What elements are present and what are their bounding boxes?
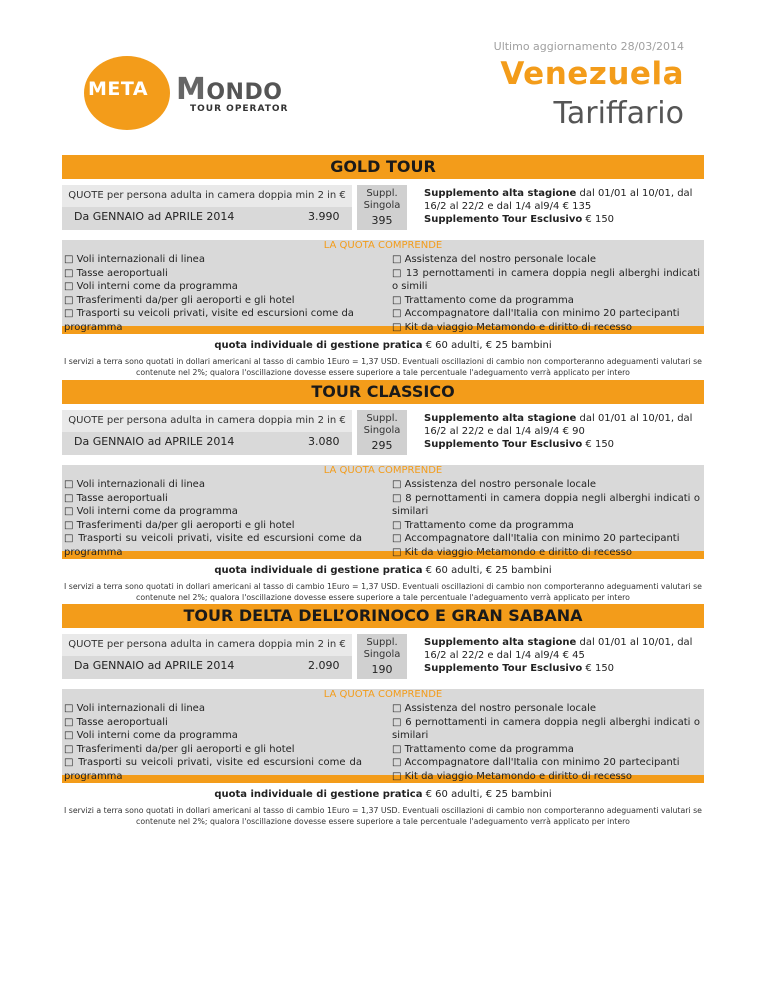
exchange-note: I servizi a terra sono quotati in dollari americani al tasso di cambio 1Euro = 1,37 USD. Eventuali oscillazioni di cambio non comporteranno adeguamenti valutari se contenute nel 2%; qualora l'oscillazione dovesse essere superiore a tale percentuale l'adeguamento verrà applicato per intero	[64, 806, 702, 826]
last-update: Ultimo aggiornamento 28/03/2014	[493, 40, 684, 53]
exchange-note: I servizi a terra sono quotati in dollari americani al tasso di cambio 1Euro = 1,37 USD. Eventuali oscillazioni di cambio non comporteranno adeguamenti valutari se contenute nel 2%; qualora l'oscillazione dovesse essere superiore a tale percentuale l'adeguamento verrà applicato per intero	[64, 357, 702, 377]
quote-price: 3.990	[308, 210, 340, 223]
list-item: □ Tasse aeroportuali	[64, 267, 168, 279]
list-item: □ Trasferimenti da/per gli aeroporti e gli hotel	[64, 743, 295, 755]
includes-left	[64, 478, 362, 559]
high-season-label: Supplemento alta stagione	[424, 413, 577, 424]
quote-price: 3.080	[308, 435, 340, 448]
quote-header: QUOTE per persona adulta in camera doppia min 2 in €	[62, 634, 352, 656]
tour-title: TOUR CLASSICO	[62, 380, 704, 404]
exclusive-tour-text: € 150	[582, 439, 615, 450]
single-supplement-label: Suppl. Singola	[363, 413, 401, 436]
page-subtitle: Tariffario	[553, 96, 684, 131]
list-item: □ Trattamento come da programma	[392, 519, 574, 531]
includes-left	[64, 702, 362, 783]
quote-row	[62, 634, 704, 689]
quote-header: QUOTE per persona adulta in camera doppia min 2 in €	[62, 185, 352, 207]
list-item: □ Voli interni come da programma	[64, 506, 238, 517]
quote-row	[62, 410, 704, 465]
list-item: □ Assistenza del nostro personale locale	[392, 703, 597, 714]
list-item: □ Voli internazionali di linea	[64, 703, 205, 714]
exclusive-tour-label: Supplemento Tour Esclusivo	[424, 214, 583, 225]
logo-mondo-text: MONDO	[176, 72, 283, 107]
single-supplement-value: 395	[371, 214, 393, 227]
list-item: □ 8 pernottamenti in camera doppia negli alberghi indicati o similari	[392, 492, 700, 517]
quote-box	[62, 410, 352, 455]
includes-title: LA QUOTA COMPRENDE	[323, 465, 443, 476]
list-item: □ Kit da viaggio Metamondo e diritto di recesso	[392, 546, 633, 558]
single-supplement	[357, 634, 407, 679]
list-item: □ 6 pernottamenti in camera doppia negli alberghi indicati o similari	[392, 716, 700, 741]
list-item: □ Tasse aeroportuali	[64, 492, 168, 504]
list-item: □ Trasporti su veicoli privati, visite ed escursioni come da programma	[64, 308, 354, 333]
quote-box	[62, 185, 352, 230]
tour-section-gold	[62, 155, 704, 378]
supplement-info	[424, 636, 704, 675]
includes-block	[62, 689, 704, 782]
high-season-text: dal 01/01 al 10/01, dal 16/2 al 22/2 e dal 1/4 al9/4 € 90	[424, 413, 693, 437]
management-fee: quota individuale di gestione pratica € 60 adulti, € 25 bambini	[214, 565, 552, 576]
list-item: □ Tasse aeroportuali	[64, 716, 168, 728]
exclusive-tour-text: € 150	[582, 663, 615, 674]
country-title: Venezuela	[500, 56, 684, 92]
list-item: □ Voli internazionali di linea	[64, 254, 205, 265]
supplement-info	[424, 412, 704, 451]
includes-right	[392, 702, 700, 783]
includes-right	[392, 478, 700, 559]
high-season-label: Supplemento alta stagione	[424, 188, 577, 199]
management-fee: quota individuale di gestione pratica € 60 adulti, € 25 bambini	[214, 789, 552, 800]
management-fee: quota individuale di gestione pratica € 60 adulti, € 25 bambini	[214, 340, 552, 351]
high-season-text: dal 01/01 al 10/01, dal 16/2 al 22/2 e dal 1/4 al9/4 € 135	[424, 188, 693, 212]
quote-price: 2.090	[308, 659, 340, 672]
metamondo-logo	[72, 48, 290, 132]
quote-period: Da GENNAIO ad APRILE 2014	[74, 659, 235, 672]
exclusive-tour-label: Supplemento Tour Esclusivo	[424, 663, 583, 674]
list-item: □ Trasporti su veicoli privati, visite ed escursioni come da programma	[64, 757, 362, 782]
high-season-text: dal 01/01 al 10/01, dal 16/2 al 22/2 e dal 1/4 al9/4 € 45	[424, 637, 693, 661]
exchange-note: I servizi a terra sono quotati in dollari americani al tasso di cambio 1Euro = 1,37 USD. Eventuali oscillazioni di cambio non comporteranno adeguamenti valutari se contenute nel 2%; qualora l'oscillazione dovesse essere superiore a tale percentuale l'adeguamento verrà applicato per intero	[64, 582, 702, 602]
list-item: □ Trasporti su veicoli privati, visite ed escursioni come da programma	[64, 533, 362, 558]
supplement-info	[424, 187, 704, 226]
single-supplement	[357, 410, 407, 455]
logo-subtitle: TOUR OPERATOR	[190, 104, 289, 114]
includes-block	[62, 465, 704, 558]
tour-title: GOLD TOUR	[62, 155, 704, 179]
quote-row	[62, 185, 704, 240]
includes-title: LA QUOTA COMPRENDE	[323, 240, 443, 251]
list-item: □ Voli interni come da programma	[64, 281, 238, 292]
list-item: □ Accompagnatore dall'Italia con minimo 20 partecipanti	[392, 533, 680, 544]
list-item: □ Accompagnatore dall'Italia con minimo 20 partecipanti	[392, 308, 680, 319]
list-item: □ Trattamento come da programma	[392, 743, 574, 755]
includes-title: LA QUOTA COMPRENDE	[323, 689, 443, 700]
includes-right	[392, 253, 700, 334]
tour-section-classico	[62, 380, 704, 603]
logo-meta-text: META	[88, 78, 149, 100]
list-item: □ 13 pernottamenti in camera doppia negli alberghi indicati o simili	[392, 267, 700, 292]
single-supplement-label: Suppl. Singola	[363, 637, 401, 660]
tour-title: TOUR DELTA DELL’ORINOCO E GRAN SABANA	[62, 604, 704, 628]
single-supplement-value: 190	[371, 663, 393, 676]
quote-header: QUOTE per persona adulta in camera doppia min 2 in €	[62, 410, 352, 432]
high-season-label: Supplemento alta stagione	[424, 637, 577, 648]
list-item: □ Voli internazionali di linea	[64, 479, 205, 490]
quote-period: Da GENNAIO ad APRILE 2014	[74, 435, 235, 448]
list-item: □ Kit da viaggio Metamondo e diritto di recesso	[392, 770, 633, 782]
tour-section-delta	[62, 604, 704, 827]
list-item: □ Assistenza del nostro personale locale	[392, 254, 597, 265]
quote-box	[62, 634, 352, 679]
includes-block	[62, 240, 704, 333]
list-item: □ Trattamento come da programma	[392, 294, 574, 306]
single-supplement	[357, 185, 407, 230]
includes-left	[64, 253, 362, 334]
single-supplement-label: Suppl. Singola	[363, 188, 401, 211]
list-item: □ Trasferimenti da/per gli aeroporti e gli hotel	[64, 294, 295, 306]
list-item: □ Voli interni come da programma	[64, 730, 238, 741]
exclusive-tour-label: Supplemento Tour Esclusivo	[424, 439, 583, 450]
list-item: □ Kit da viaggio Metamondo e diritto di recesso	[392, 321, 633, 333]
single-supplement-value: 295	[371, 439, 393, 452]
list-item: □ Assistenza del nostro personale locale	[392, 479, 597, 490]
exclusive-tour-text: € 150	[582, 214, 615, 225]
list-item: □ Accompagnatore dall'Italia con minimo 20 partecipanti	[392, 757, 680, 768]
list-item: □ Trasferimenti da/per gli aeroporti e gli hotel	[64, 519, 295, 531]
quote-period: Da GENNAIO ad APRILE 2014	[74, 210, 235, 223]
